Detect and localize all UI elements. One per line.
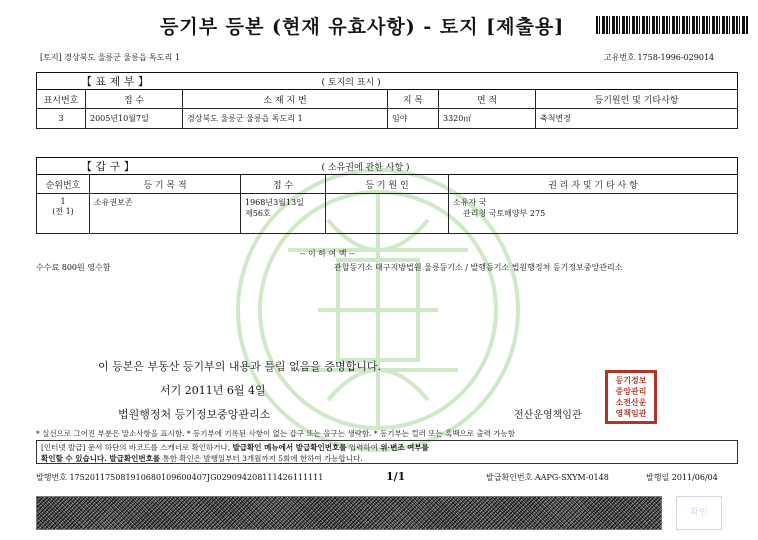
- col-purpose: 등 기 목 적: [90, 175, 241, 194]
- col-holder: 권 리 자 및 기 타 사 항: [449, 175, 738, 194]
- notice-text: 입력하여: [346, 443, 381, 452]
- col-area: 면 적: [439, 90, 536, 109]
- holder-line1: 소유자 국: [453, 198, 487, 207]
- issue-number: 발행번호 175201175081910680109600407JG029094208111426111111: [36, 473, 324, 482]
- gap-section-table: [36, 157, 738, 234]
- notice-box: [36, 440, 738, 464]
- cell-no: 3: [37, 109, 86, 129]
- col-received: 접 수: [241, 175, 326, 194]
- rank-number: 1: [60, 197, 66, 206]
- table-row: [37, 109, 738, 129]
- section2-subtitle: ( 소유권에 관한 사항 ): [321, 163, 410, 173]
- holder-line2: 관리청 국토해양부 275: [463, 209, 546, 218]
- col-cause: 등 기 원 인: [326, 175, 449, 194]
- section2-title: 【 갑 구 】: [81, 160, 135, 173]
- seal-line: 영책임관: [615, 408, 647, 418]
- notice-emph: 확인할 수 있습니다. 발급확인번호를: [41, 454, 161, 463]
- official-seal: [605, 370, 657, 424]
- fee-text: 수수료 800원 영수함: [36, 263, 111, 272]
- cell-location: 경상북도 울릉군 울릉읍 독도리 1: [183, 109, 388, 129]
- col-received: 접 수: [86, 90, 183, 109]
- seal-line: 중앙관리: [615, 386, 647, 396]
- table-row: [37, 194, 738, 234]
- cell-area: 3320㎡: [439, 109, 536, 129]
- seal-line: 소전산운: [615, 397, 647, 407]
- received-no: 제56호: [245, 209, 271, 218]
- cell-holder: [449, 194, 738, 234]
- section1-header-row: [37, 90, 738, 109]
- notice-text: [인터넷 발급] 문서 하단의 바코드를 스캐너로 확인하거나,: [41, 443, 233, 452]
- cell-received: [241, 194, 326, 234]
- blank-mark: -- 이 하 여 백 --: [300, 249, 355, 258]
- certify-date: 서기 2011년 6월 4일: [160, 384, 266, 397]
- notice-text: 통한 확인은 발행일부터 3개월까지 5회에 한하여 가능합니다.: [160, 454, 363, 463]
- cell-rank: [37, 194, 90, 234]
- notes-line: * 실선으로 그어진 부분은 말소사항을 표시함. * 등기부에 기록된 사항이 없는 갑구 또는 을구는 생략함. * 등기부는 컬러 또는 흑백으로 출력 가능함: [36, 429, 516, 438]
- section1-subtitle: ( 토지의 표시 ): [321, 78, 381, 88]
- col-display-no: 표시번호: [37, 90, 86, 109]
- notice-emph: 발급확인 메뉴에서 발급확인번호를: [232, 443, 347, 452]
- property-label: [토지] 경상북도 울릉군 울릉읍 독도리 1: [40, 53, 180, 62]
- cell-purpose: 소유권보존: [90, 194, 241, 234]
- notice-emph: 위·변조 여부를: [380, 443, 429, 452]
- seal-line: 등기정보: [615, 375, 647, 385]
- col-rank: 순위번호: [37, 175, 90, 194]
- verify-stamp: 확인: [676, 496, 722, 530]
- confirm-number: 발급확인번호 AAPG-SXYM-0148: [486, 473, 609, 482]
- officer-title: 전산운영책임관: [514, 410, 582, 421]
- page-number: 1/1: [386, 470, 406, 483]
- cell-cause: [326, 194, 449, 234]
- section2-header-row: [37, 175, 738, 194]
- rank-sub: (전 1): [52, 207, 74, 216]
- document-title: 등기부 등본 (현재 유효사항) - 토지 [제출용]: [160, 16, 565, 38]
- header-barcode: [596, 16, 748, 34]
- received-date: 1968년3월13일: [245, 198, 304, 207]
- section1-title: 【 표 제 부 】: [81, 75, 149, 88]
- security-barcode: [36, 496, 662, 530]
- title-section-table: [36, 72, 738, 129]
- col-cause: 등기원인 및 기타사항: [536, 90, 738, 109]
- issuer: 법원행정처 등기정보중앙관리소: [118, 408, 271, 421]
- col-location: 소 재 지 번: [183, 90, 388, 109]
- issue-date: 발행일 2011/06/04: [646, 473, 718, 482]
- cell-received: 2005년10월7일: [86, 109, 183, 129]
- cell-category: 임야: [388, 109, 439, 129]
- office-line: 관할등기소 대구지방법원 울릉등기소 / 발행등기소 법원행정처 등기정보중앙관리소: [334, 263, 623, 272]
- unique-number: 고유번호 1758-1996-029014: [604, 53, 715, 62]
- cell-cause: 축척변경: [536, 109, 738, 129]
- col-category: 지 목: [388, 90, 439, 109]
- certify-text: 이 등본은 부동산 등기부의 내용과 틀림 없음을 증명합니다.: [98, 360, 381, 373]
